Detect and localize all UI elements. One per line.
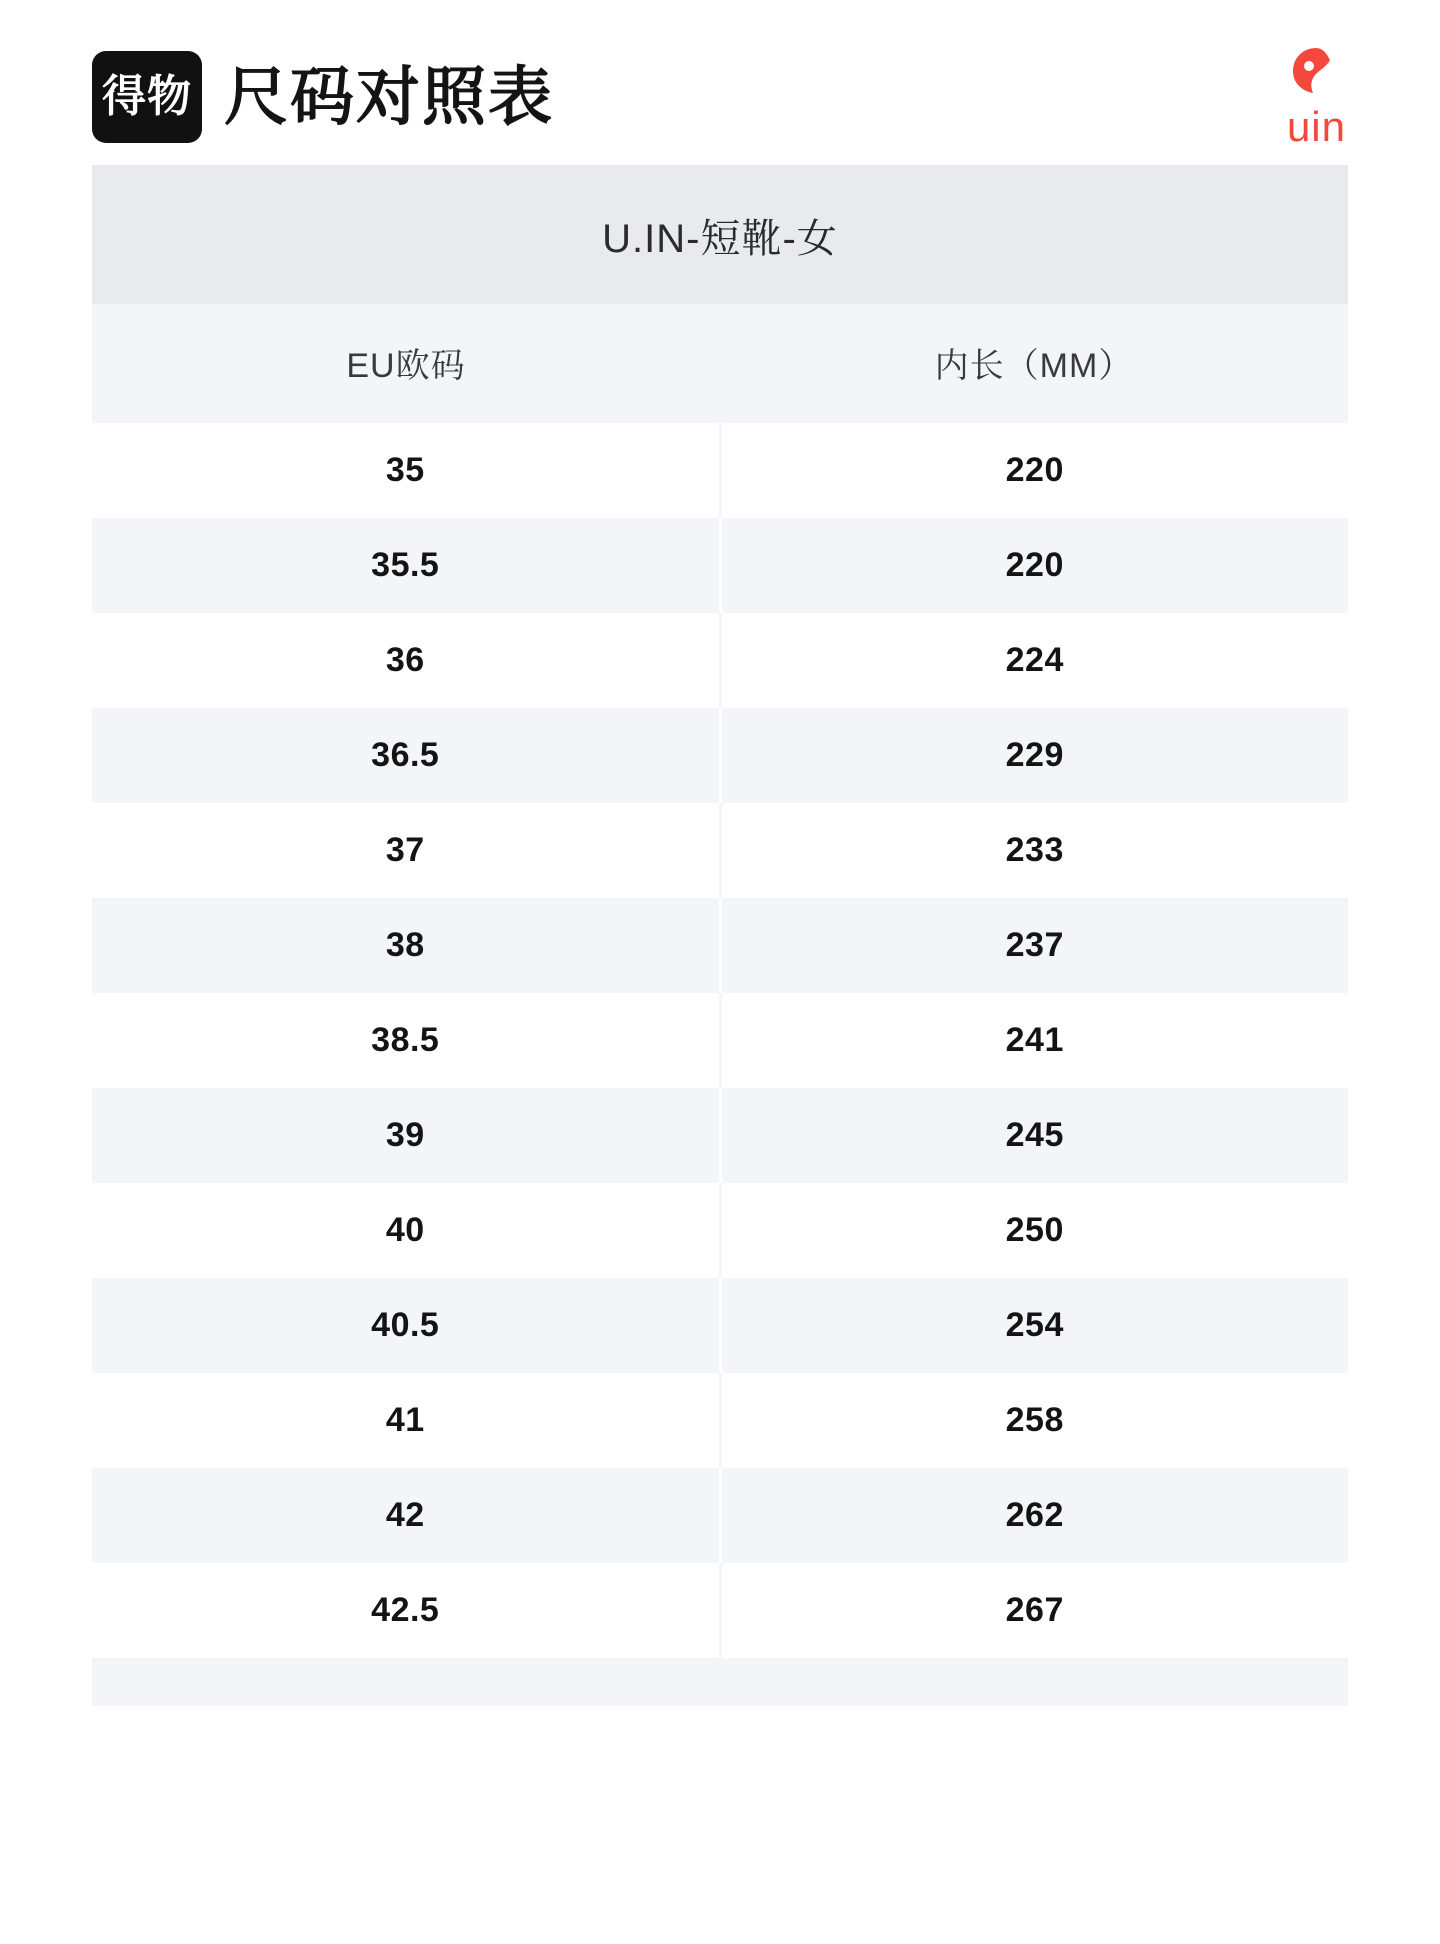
cell-inner-length: 237 bbox=[720, 898, 1348, 993]
cell-eu-size: 37 bbox=[92, 803, 720, 898]
table-row bbox=[92, 993, 1348, 1088]
cell-inner-length: 220 bbox=[720, 423, 1348, 518]
cell-eu-size: 39 bbox=[92, 1088, 720, 1183]
cell-eu-size: 42 bbox=[92, 1468, 720, 1563]
column-header-eu-size: EU欧码 bbox=[92, 304, 720, 423]
cell-inner-length: 220 bbox=[720, 518, 1348, 613]
table-row bbox=[92, 1278, 1348, 1373]
table-header-row bbox=[92, 304, 1348, 423]
page-title: 尺码对照表 bbox=[224, 60, 554, 133]
table-row bbox=[92, 1468, 1348, 1563]
page-header bbox=[0, 0, 1440, 165]
uin-flame-icon bbox=[1289, 46, 1343, 100]
cell-inner-length: 241 bbox=[720, 993, 1348, 1088]
column-header-inner-length: 内长（MM） bbox=[720, 304, 1348, 423]
cell-eu-size: 42.5 bbox=[92, 1563, 720, 1658]
cell-eu-size: 41 bbox=[92, 1373, 720, 1468]
cell-inner-length: 224 bbox=[720, 613, 1348, 708]
cell-inner-length: 267 bbox=[720, 1563, 1348, 1658]
cell-eu-size: 35.5 bbox=[92, 518, 720, 613]
brand-left-group bbox=[92, 51, 554, 143]
table-row bbox=[92, 518, 1348, 613]
table-row bbox=[92, 1373, 1348, 1468]
cell-eu-size: 40 bbox=[92, 1183, 720, 1278]
cell-eu-size: 36 bbox=[92, 613, 720, 708]
table-row bbox=[92, 1183, 1348, 1278]
table-row bbox=[92, 898, 1348, 993]
table-row bbox=[92, 803, 1348, 898]
table-body bbox=[92, 423, 1348, 1658]
cell-eu-size: 35 bbox=[92, 423, 720, 518]
table-row bbox=[92, 423, 1348, 518]
size-table bbox=[92, 304, 1348, 1658]
cell-inner-length: 250 bbox=[720, 1183, 1348, 1278]
table-row bbox=[92, 1563, 1348, 1658]
cell-inner-length: 254 bbox=[720, 1278, 1348, 1373]
uin-wordmark: uin bbox=[1286, 102, 1346, 150]
table-header bbox=[92, 304, 1348, 423]
dewu-logo-icon: 得物 bbox=[92, 51, 202, 143]
table-row bbox=[92, 708, 1348, 803]
cell-eu-size: 38.5 bbox=[92, 993, 720, 1088]
cell-inner-length: 245 bbox=[720, 1088, 1348, 1183]
brand-right-group bbox=[1287, 46, 1354, 148]
cell-inner-length: 233 bbox=[720, 803, 1348, 898]
cell-eu-size: 40.5 bbox=[92, 1278, 720, 1373]
size-chart-card bbox=[92, 165, 1348, 1706]
cell-eu-size: 38 bbox=[92, 898, 720, 993]
card-bottom-spacer bbox=[92, 1658, 1348, 1678]
cell-eu-size: 36.5 bbox=[92, 708, 720, 803]
cell-inner-length: 262 bbox=[720, 1468, 1348, 1563]
cell-inner-length: 229 bbox=[720, 708, 1348, 803]
table-row bbox=[92, 1088, 1348, 1183]
table-row bbox=[92, 613, 1348, 708]
cell-inner-length: 258 bbox=[720, 1373, 1348, 1468]
chart-title: U.IN-短靴-女 bbox=[92, 165, 1348, 304]
